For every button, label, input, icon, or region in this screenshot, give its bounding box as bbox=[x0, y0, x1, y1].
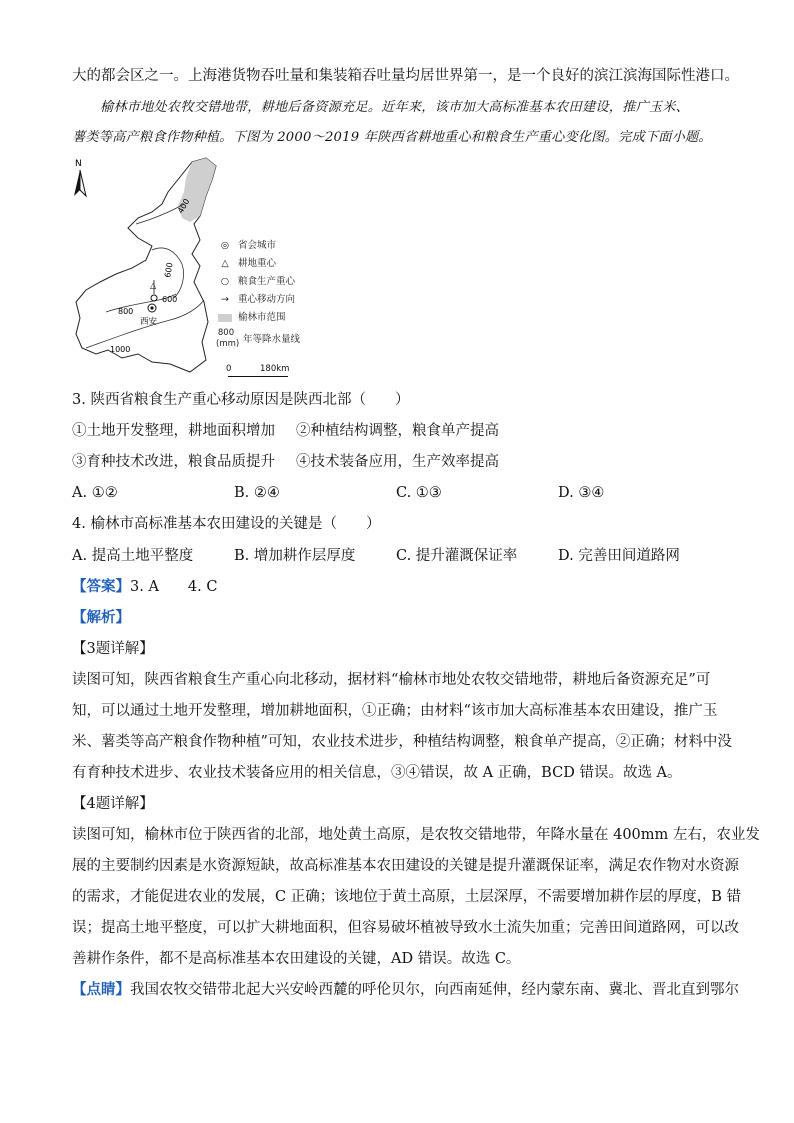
cropland-center-icon: △ bbox=[221, 258, 229, 269]
shaanxi-map-figure bbox=[66, 152, 346, 384]
q4-stem: 4. 榆林市高标准基本农田建设的关键是（ ） bbox=[72, 516, 381, 532]
legend-direction: → 重心移动方向 bbox=[218, 292, 295, 308]
q3-option-b: B. ②④ bbox=[234, 485, 280, 501]
city-label: 西安 bbox=[140, 317, 158, 327]
legend-grain-center: ○ 粮食生产重心 bbox=[218, 274, 295, 290]
scale-bar: 0 180km bbox=[226, 364, 306, 382]
arrow-icon: → bbox=[221, 294, 229, 305]
q3-item: ③育种技术改进，粮食品质提升 bbox=[72, 454, 275, 470]
detail4-tag: 【4题详解】 bbox=[72, 796, 154, 812]
answer-text: 3. A 4. C bbox=[130, 579, 218, 595]
comment-text: 我国农牧交错带北起大兴安岭西麓的呼伦贝尔，向西南延伸，经内蒙东南、冀北、晋北直到鄂尔 bbox=[130, 982, 739, 998]
capital-city-icon: ◎ bbox=[220, 240, 230, 251]
detail3-line: 有育种技术进步、农业技术装备应用的相关信息，③④错误，故 A 正确，BCD 错误。故选 A。 bbox=[72, 765, 682, 781]
legend-capital: ◎ 省会城市 bbox=[218, 238, 276, 254]
detail3-tag: 【3题详解】 bbox=[72, 641, 154, 657]
q4-option-d: D. 完善田间道路网 bbox=[558, 548, 680, 564]
north-label: N bbox=[75, 159, 82, 169]
detail4-line: 读图可知，榆林市位于陕西省的北部，地处黄土高原，是农牧交错地带，年降水量在 400mm 左右，农业发 bbox=[72, 827, 760, 843]
analysis-tag: 【解析】 bbox=[72, 609, 130, 626]
detail4-line: 的需求，才能促进农业的发展，C 正确；该地位于黄土高原，土层深厚，不需要增加耕作层的厚度，B 错 bbox=[72, 889, 741, 905]
q3-option-c: C. ①③ bbox=[396, 485, 442, 501]
intro-line: 大的都会区之一。上海港货物吞吐量和集装箱吞吐量均居世界第一，是一个良好的滨江滨海国际性港口。 bbox=[72, 68, 739, 84]
isoline-label: 400 bbox=[175, 197, 192, 215]
yulin-range-icon bbox=[218, 314, 232, 322]
comment-line bbox=[72, 980, 739, 1000]
detail4-line: 误；提高土地平整度，可以扩大耕地面积，但容易破坏植被导致水土流失加重；完善田间道路网，可以改 bbox=[72, 920, 739, 936]
detail4-line: 善耕作条件，都不是高标准基本农田建设的关键，AD 错误。故选 C。 bbox=[72, 951, 521, 967]
q3-option-a: A. ①② bbox=[72, 485, 118, 501]
cropland-center-marker: △ bbox=[150, 281, 157, 290]
isoline-label: 600 bbox=[162, 295, 178, 304]
material-line-2: 薯类等高产粮食作物种植。下图为 2000～2019 年陕西省耕地重心和粮食生产重心变化图。完成下面小题。 bbox=[72, 130, 712, 145]
isoline-label: 800 bbox=[118, 307, 134, 316]
shaanxi-map bbox=[66, 152, 346, 384]
q3-option-d: D. ③④ bbox=[558, 485, 605, 501]
isohyet-icon: 800 (mm) bbox=[216, 328, 240, 349]
north-arrow-icon bbox=[74, 170, 86, 196]
detail4-line: 展的主要制约因素是水资源短缺，故高标准基本农田建设的关键是提升灌溉保证率，满足农作物对水资源 bbox=[72, 858, 739, 874]
detail3-line: 知，可以通过土地开发整理，增加耕地面积，①正确；由材料“该市加大高标准基本农田建设，推广玉 bbox=[72, 703, 718, 719]
detail3-line: 读图可知，陕西省粮食生产重心向北移动，据材料“榆林市地处农牧交错地带，耕地后备资源充足”可 bbox=[72, 672, 711, 688]
material-line-1: 榆林市地处农牧交错地带，耕地后备资源充足。近年来，该市加大高标准基本农田建设，推广玉米、 bbox=[100, 100, 690, 115]
q4-option-b: B. 增加耕作层厚度 bbox=[234, 548, 356, 564]
legend-isohyet: 800 (mm) 年等降水量线 bbox=[216, 328, 301, 349]
legend-cropland-center: △ 耕地重心 bbox=[218, 256, 276, 272]
q3-item: ①土地开发整理，耕地面积增加 bbox=[72, 423, 275, 439]
q3-item: ②种植结构调整，粮食单产提高 bbox=[296, 423, 499, 439]
answer-line bbox=[72, 577, 217, 597]
answer-tag: 【答案】 bbox=[72, 578, 130, 595]
q4-option-a: A. 提高土地平整度 bbox=[72, 548, 194, 564]
detail3-line: 米、薯类等高产粮食作物种植”可知，农业技术进步，种植结构调整，粮食单产提高，②正确；材料中没 bbox=[72, 734, 732, 750]
grain-center-icon: ○ bbox=[220, 276, 230, 287]
isoline-label: 600 bbox=[163, 261, 175, 279]
isoline-label: 1000 bbox=[110, 345, 131, 354]
legend-yulin: 榆林市范围 bbox=[218, 310, 286, 326]
q4-option-c: C. 提升灌溉保证率 bbox=[396, 548, 518, 564]
q3-item: ④技术装备应用，生产效率提高 bbox=[296, 454, 499, 470]
q3-stem: 3. 陕西省粮食生产重心移动原因是陕西北部（ ） bbox=[72, 392, 410, 408]
comment-tag: 【点睛】 bbox=[72, 981, 130, 998]
